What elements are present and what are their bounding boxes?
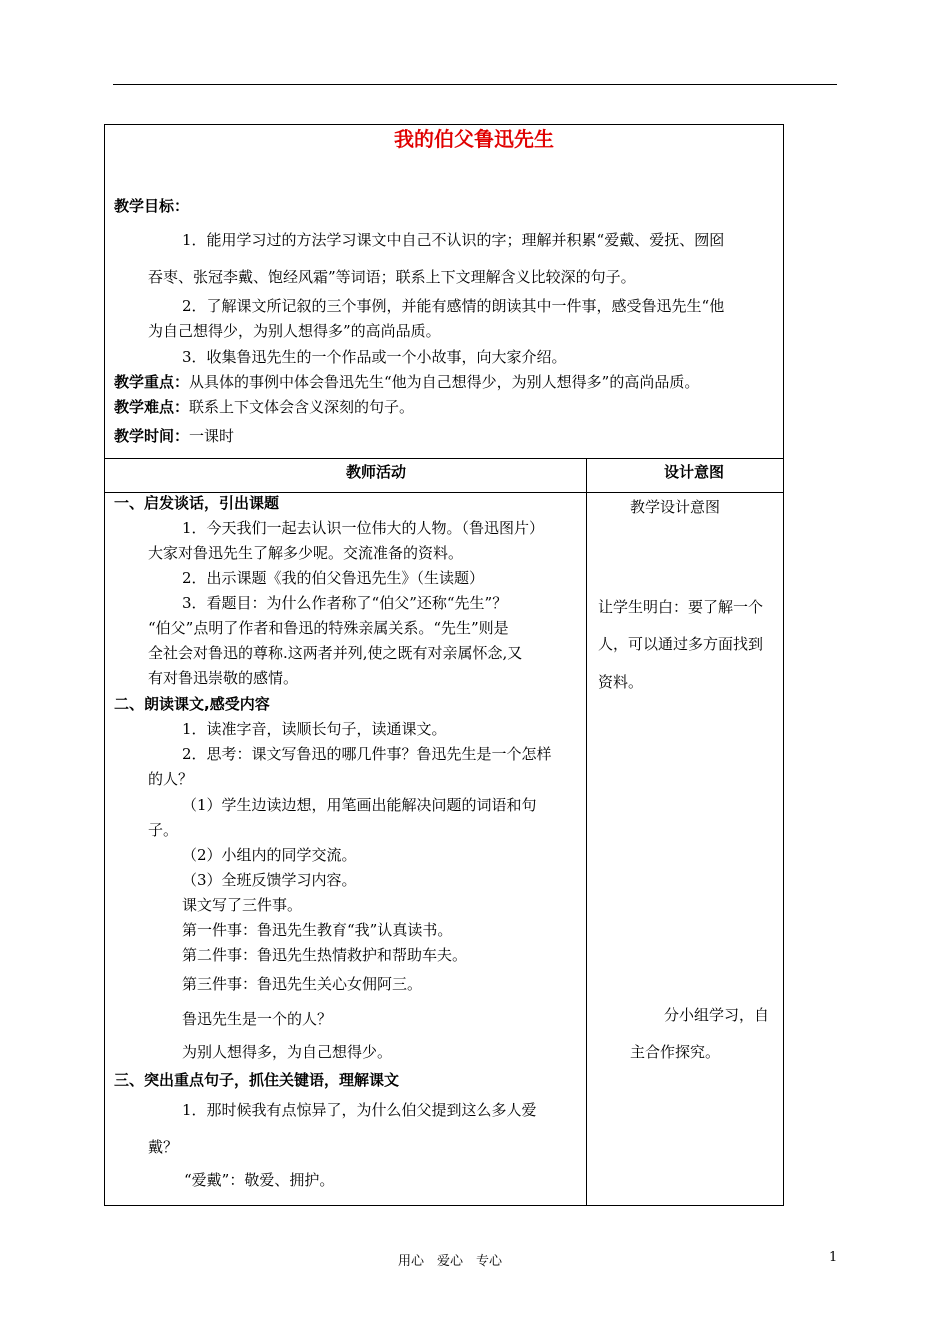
sec2-line-5: 子。 (148, 821, 179, 839)
sec3-line-2: 戴？ (148, 1138, 179, 1156)
sec1-line-2: 大家对鲁迅先生了解多少呢。交流准备的资料。 (148, 544, 464, 562)
sec1-line-3: 2．出示课题《我的伯父鲁迅先生》（生读题） (182, 569, 485, 587)
sec2-line-11: 第三件事：鲁迅先生关心女佣阿三。 (182, 975, 423, 993)
sec1-line-4: 3．看题目：为什么作者称了“伯父”还称“先生”？ (182, 594, 508, 612)
design-note-1: 让学生明白：要了解一个 (598, 598, 764, 616)
goal-1-line-2: 吞枣、张冠李戴、饱经风霜”等词语；联系上下文理解含义比较深的句子。 (148, 268, 636, 286)
column-header-teacher: 教师活动 (346, 463, 407, 481)
goal-2-line-2: 为自己想得少，为别人想得多”的高尚品质。 (148, 322, 441, 340)
sec2-line-13: 为别人想得多，为自己想得少。 (182, 1043, 393, 1061)
sec2-line-7: （3）全班反馈学习内容。 (182, 871, 357, 889)
design-note-3: 资料。 (598, 673, 644, 691)
sec2-line-12: 鲁迅先生是一个的人？ (182, 1010, 333, 1028)
goals-heading: 教学目标： (114, 197, 190, 215)
sec1-line-1: 1．今天我们一起去认识一位伟大的人物。（鲁迅图片） (182, 519, 545, 537)
sec2-line-3: 的人？ (148, 770, 194, 788)
goal-2-line-1: 2．了解课文所记叙的三个事例，并能有感情的朗读其中一件事，感受鲁迅先生“他 (182, 297, 725, 315)
sec1-line-5: “伯父”点明了作者和鲁迅的特殊亲属关系。“先生”则是 (148, 619, 509, 637)
header-rule (113, 84, 837, 85)
key-point (114, 373, 699, 391)
sec2-line-9: 第一件事：鲁迅先生教育“我”认真读书。 (182, 921, 453, 939)
sec2-line-10: 第二件事：鲁迅先生热情救护和帮助车夫。 (182, 946, 468, 964)
difficulty (114, 398, 414, 416)
time-label: 教学时间： (114, 427, 190, 445)
goal-1-line-1: 1．能用学习过的方法学习课文中自己不认识的字；理解并积累“爱戴、爱抚、囫囵 (182, 231, 725, 249)
sec3-line-1: 1．那时候我有点惊异了，为什么伯父提到这么多人爱 (182, 1101, 537, 1119)
teaching-time (114, 427, 234, 445)
page-number: 1 (829, 1250, 838, 1265)
column-header-design: 设计意图 (664, 463, 725, 481)
sec1-line-7: 有对鲁迅崇敬的感情。 (148, 669, 299, 687)
section-2-heading: 二、朗读课文,感受内容 (114, 695, 270, 713)
design-note-5: 主合作探究。 (630, 1043, 721, 1061)
sec3-line-3: “爱戴”：敬爱、拥护。 (184, 1171, 335, 1189)
sec2-line-1: 1．读准字音，读顺长句子，读通课文。 (182, 720, 447, 738)
sec2-line-6: （2）小组内的同学交流。 (182, 846, 357, 864)
key-point-text: 从具体的事例中体会鲁迅先生“他为自己想得少，为别人想得多”的高尚品质。 (189, 373, 700, 391)
design-label: 教学设计意图 (630, 498, 721, 516)
page-title: 我的伯父鲁迅先生 (394, 127, 554, 151)
design-note-4: 分小组学习，自 (664, 1006, 770, 1024)
section-3-heading: 三、突出重点句子，抓住关键语，理解课文 (114, 1071, 400, 1089)
sec2-line-4: （1）学生边读边想，用笔画出能解决问题的词语和句 (182, 796, 537, 814)
design-note-2: 人，可以通过多方面找到 (598, 635, 764, 653)
footer-motto: 用心 爱心 专心 (398, 1254, 503, 1269)
goal-3: 3．收集鲁迅先生的一个作品或一个小故事，向大家介绍。 (182, 348, 567, 366)
difficulty-text: 联系上下文体会含义深刻的句子。 (189, 398, 415, 416)
difficulty-label: 教学难点： (114, 398, 190, 416)
sec1-line-6: 全社会对鲁迅的尊称.这两者并列,使之既有对亲属怀念,又 (148, 644, 523, 662)
sec2-line-2: 2．思考：课文写鲁迅的哪几件事？鲁迅先生是一个怎样 (182, 745, 552, 763)
column-divider (586, 458, 587, 1206)
time-text: 一课时 (189, 427, 235, 445)
table-divider-top (104, 458, 784, 459)
section-1-heading: 一、启发谈话，引出课题 (114, 494, 280, 512)
key-point-label: 教学重点： (114, 373, 190, 391)
table-divider-header (104, 492, 784, 493)
sec2-line-8: 课文写了三件事。 (182, 896, 303, 914)
